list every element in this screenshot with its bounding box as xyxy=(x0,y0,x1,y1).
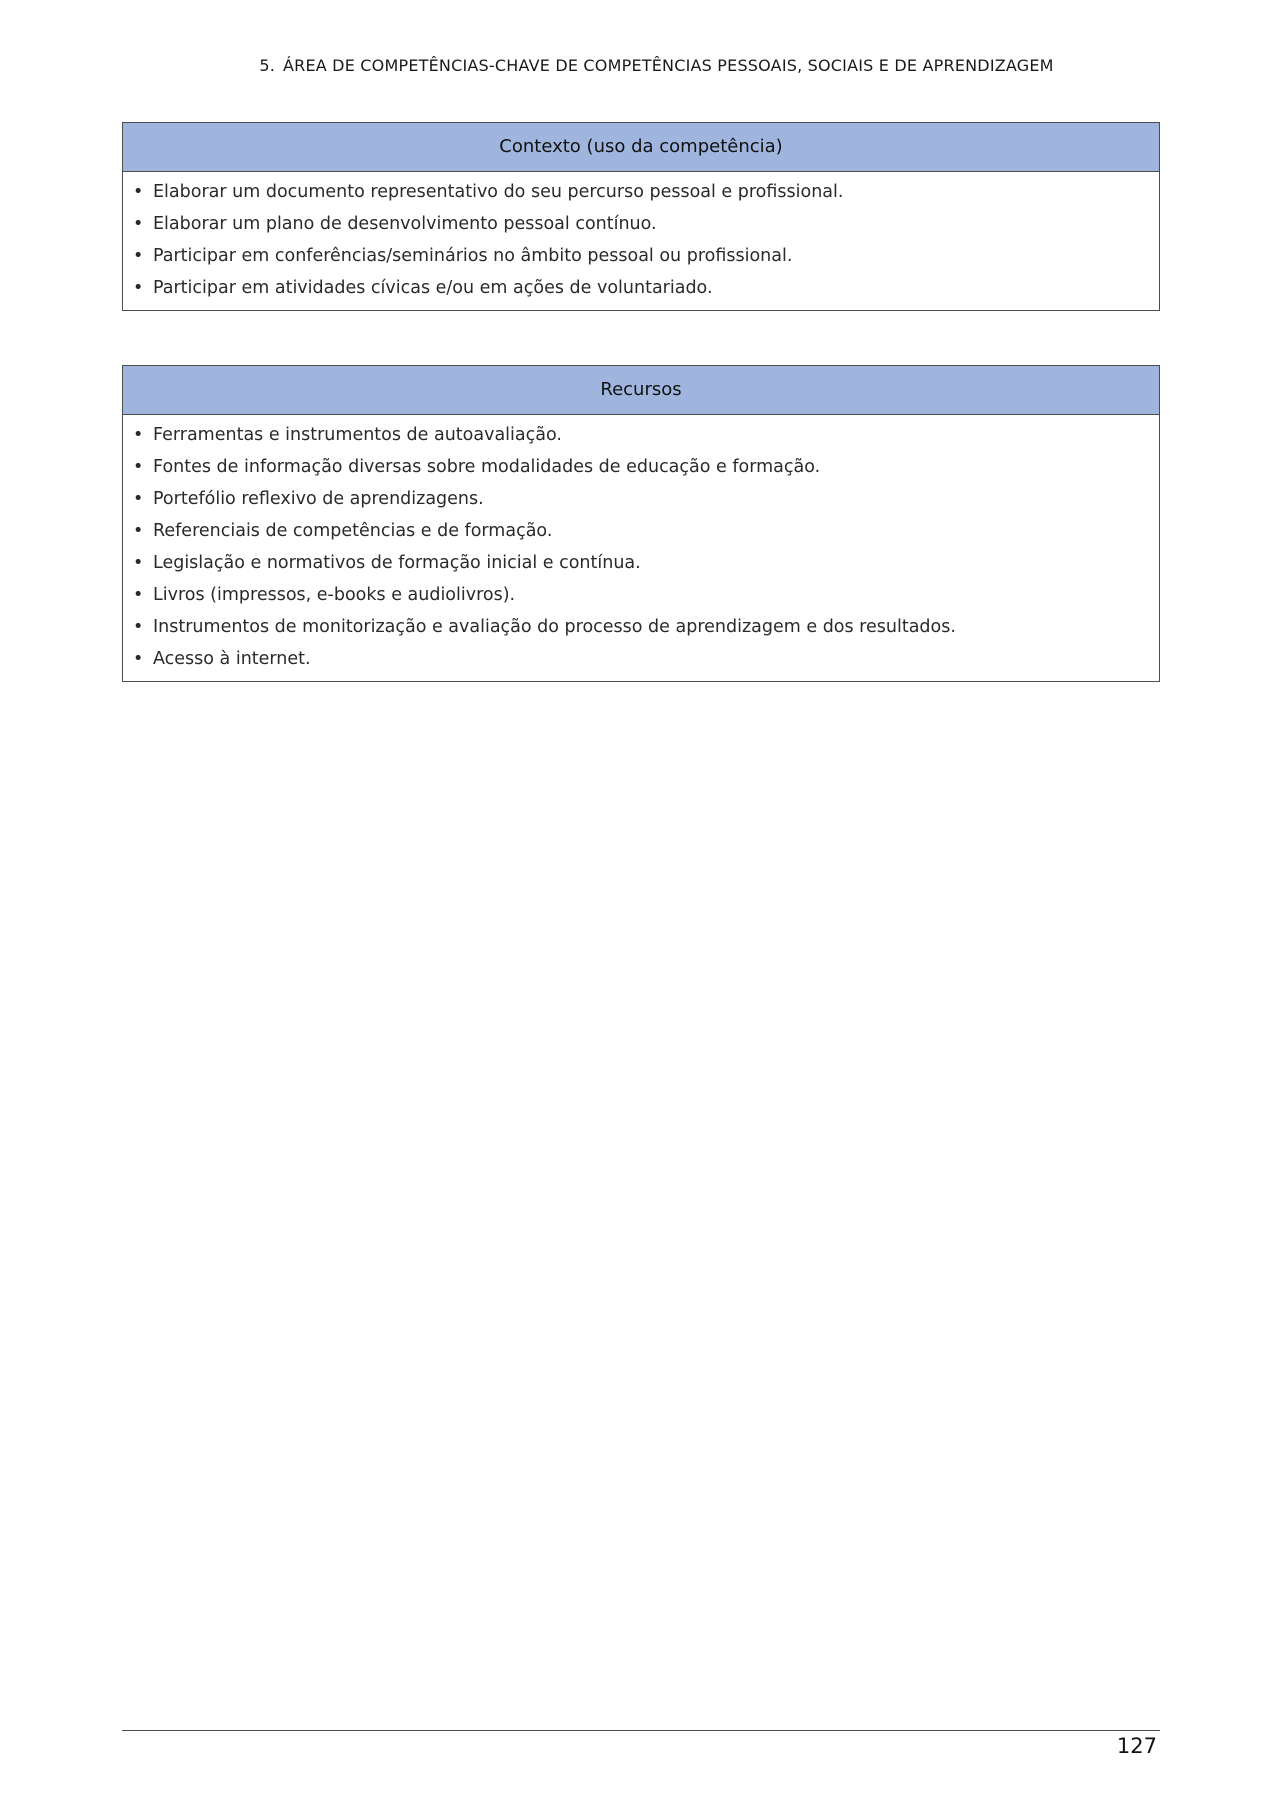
bullet-icon: • xyxy=(133,182,144,202)
list-item: • Livros (impressos, e-books e audiolivros). xyxy=(133,579,1149,611)
section-number: 5. xyxy=(259,56,275,75)
page-header xyxy=(0,56,1273,75)
context-table xyxy=(122,122,1160,311)
context-table-header: Contexto (uso da competência) xyxy=(123,123,1159,172)
list-item: • Instrumentos de monitorização e avaliação do processo de aprendizagem e dos resultados. xyxy=(133,611,1149,643)
bullet-icon: • xyxy=(133,489,144,509)
list-item: • Participar em conferências/seminários no âmbito pessoal ou profissional. xyxy=(133,240,1149,272)
resources-table xyxy=(122,365,1160,682)
list-item: • Participar em atividades cívicas e/ou em ações de voluntariado. xyxy=(133,272,1149,304)
bullet-icon: • xyxy=(133,553,144,573)
bullet-icon: • xyxy=(133,246,144,266)
bullet-icon: • xyxy=(133,585,144,605)
bullet-icon: • xyxy=(133,214,144,234)
list-item: • Legislação e normativos de formação inicial e contínua. xyxy=(133,547,1149,579)
resources-table-body xyxy=(123,415,1159,681)
page-number: 127 xyxy=(1116,1734,1157,1758)
list-item: • Portefólio reflexivo de aprendizagens. xyxy=(133,483,1149,515)
list-item: • Acesso à internet. xyxy=(133,643,1149,675)
list-item: • Ferramentas e instrumentos de autoavaliação. xyxy=(133,419,1149,451)
section-title: ÁREA DE COMPETÊNCIAS-CHAVE DE COMPETÊNCIAS PESSOAIS, SOCIAIS E DE APRENDIZAGEM xyxy=(282,56,1054,75)
list-item: • Referenciais de competências e de formação. xyxy=(133,515,1149,547)
list-item: • Fontes de informação diversas sobre modalidades de educação e formação. xyxy=(133,451,1149,483)
bullet-icon: • xyxy=(133,521,144,541)
bullet-icon: • xyxy=(133,425,144,445)
context-table-body xyxy=(123,172,1159,310)
bullet-icon: • xyxy=(133,649,144,669)
bullet-icon: • xyxy=(133,617,144,637)
bullet-icon: • xyxy=(133,278,144,298)
footer-divider xyxy=(122,1730,1160,1731)
list-item: • Elaborar um plano de desenvolvimento pessoal contínuo. xyxy=(133,208,1149,240)
resources-table-header: Recursos xyxy=(123,366,1159,415)
bullet-icon: • xyxy=(133,457,144,477)
list-item: • Elaborar um documento representativo do seu percurso pessoal e profissional. xyxy=(133,176,1149,208)
